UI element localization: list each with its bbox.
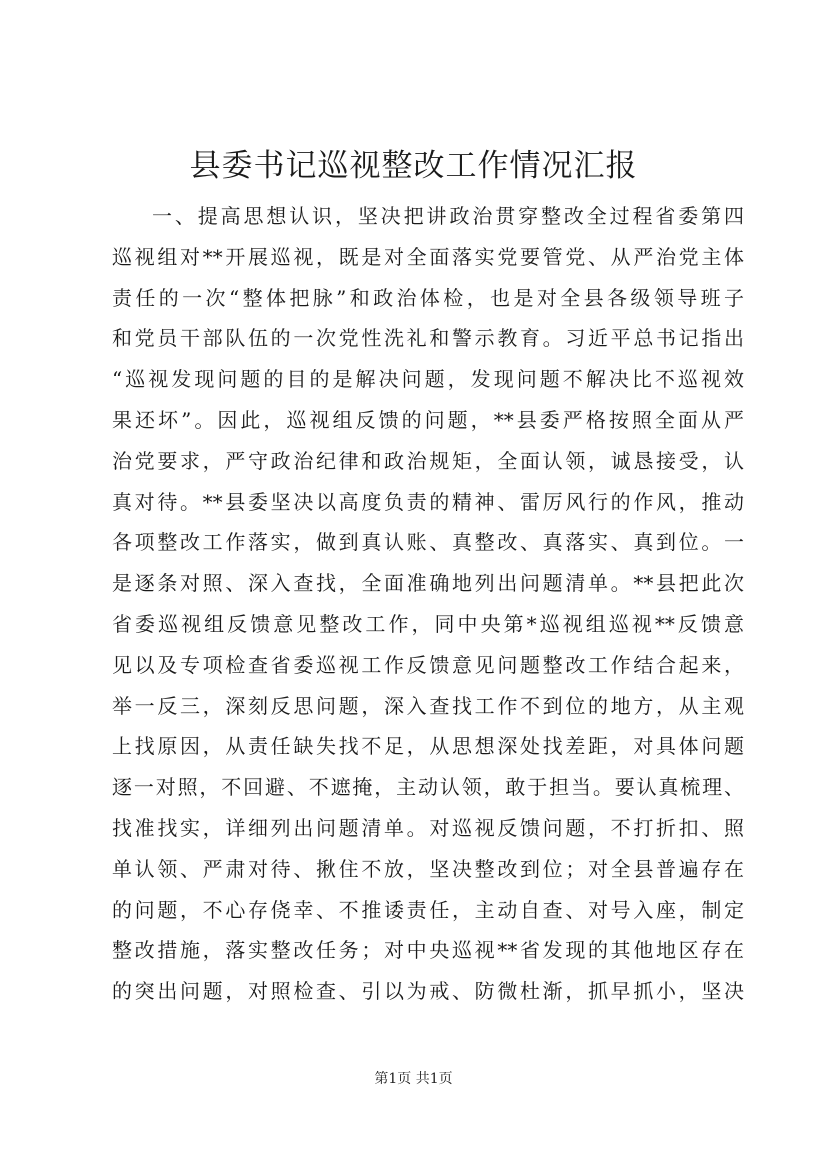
- body-line: 真对待。**县委坚决以高度负责的精神、雷厉风行的作风，推动: [112, 489, 744, 514]
- body-line: “巡视发现问题的目的是解决问题，发现问题不解决比不巡视效: [112, 367, 744, 392]
- body-line: 和党员干部队伍的一次党性洗礼和警示教育。习近平总书记指出: [112, 326, 744, 351]
- body-line: 单认领、严肃对待、揪住不放，坚决整改到位；对全县普遍存在: [112, 856, 744, 881]
- body-line: 找准找实，详细列出问题清单。对巡视反馈问题，不打折扣、照: [112, 815, 744, 840]
- body-line: 的问题，不心存侥幸、不推诿责任，主动自查、对号入座，制定: [112, 897, 744, 922]
- body-line: 逐一对照，不回避、不遮掩，主动认领，敢于担当。要认真梳理、: [112, 775, 744, 800]
- body-line: 整改措施，落实整改任务；对中央巡视**省发现的其他地区存在: [112, 938, 744, 963]
- body-line: 一、提高思想认识，坚决把讲政治贯穿整改全过程省委第四: [152, 204, 744, 228]
- body-line: 治党要求，严守政治纪律和政治规矩，全面认领，诚恳接受，认: [112, 448, 744, 473]
- body-line: 的突出问题，对照检查、引以为戒、防微杜渐，抓早抓小，坚决: [112, 979, 744, 1004]
- document-body: [112, 196, 744, 1012]
- body-line: 巡视组对**开展巡视，既是对全面落实党要管党、从严治党主体: [112, 244, 744, 269]
- body-line: 见以及专项检查省委巡视工作反馈意见问题整改工作结合起来，: [112, 652, 744, 677]
- body-line: 上找原因，从责任缺失找不足，从思想深处找差距，对具体问题: [112, 734, 744, 759]
- document-title: 县委书记巡视整改工作情况汇报: [189, 148, 638, 184]
- body-line: 省委巡视组反馈意见整改工作，同中央第*巡视组巡视**反馈意: [112, 611, 744, 636]
- body-line: 果还坏”。因此，巡视组反馈的问题，**县委严格按照全面从严: [112, 407, 744, 432]
- body-line: 责任的一次“整体把脉”和政治体检，也是对全县各级领导班子: [112, 285, 744, 310]
- body-line: 举一反三，深刻反思问题，深入查找工作不到位的地方，从主观: [112, 693, 744, 718]
- body-line: 各项整改工作落实，做到真认账、真整改、真落实、真到位。一: [112, 530, 744, 555]
- body-line: 是逐条对照、深入查找，全面准确地列出问题清单。**县把此次: [112, 571, 744, 596]
- page-footer: 第1页 共1页: [374, 1071, 453, 1087]
